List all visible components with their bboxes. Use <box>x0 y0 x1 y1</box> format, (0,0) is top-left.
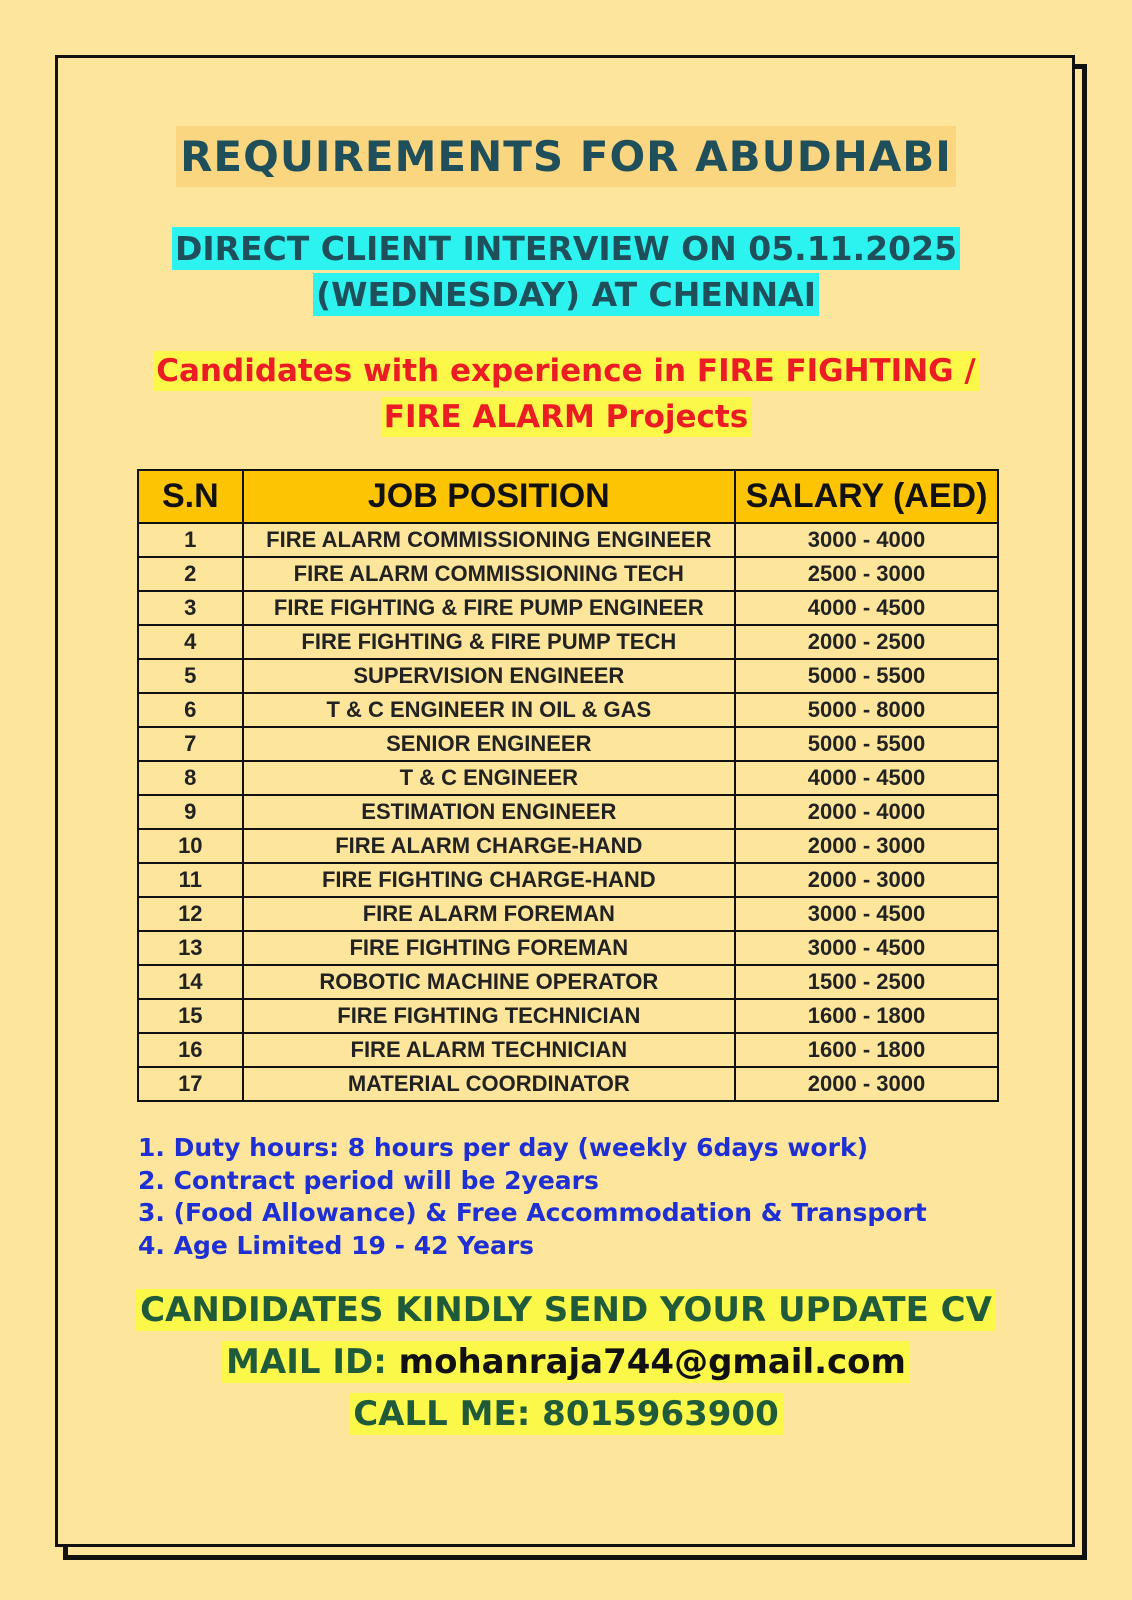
row-sn: 5 <box>138 659 243 693</box>
row-salary: 2000 - 3000 <box>735 863 998 897</box>
table-row <box>138 523 998 557</box>
interview-line-2: (WEDNESDAY) AT CHENNAI <box>313 273 819 316</box>
row-sn: 10 <box>138 829 243 863</box>
row-salary: 3000 - 4500 <box>735 931 998 965</box>
row-job-position: FIRE FIGHTING CHARGE-HAND <box>243 863 735 897</box>
row-sn: 6 <box>138 693 243 727</box>
table-row <box>138 863 998 897</box>
phone-number[interactable]: 8015963900 <box>542 1394 779 1434</box>
row-job-position: FIRE ALARM CHARGE-HAND <box>243 829 735 863</box>
interview-banner <box>0 226 1132 318</box>
table-row <box>138 829 998 863</box>
row-salary: 1600 - 1800 <box>735 999 998 1033</box>
row-salary: 2000 - 4000 <box>735 795 998 829</box>
row-salary: 4000 - 4500 <box>735 591 998 625</box>
row-sn: 16 <box>138 1033 243 1067</box>
row-sn: 17 <box>138 1067 243 1101</box>
contact-block <box>0 1288 1132 1444</box>
job-table <box>137 469 999 1102</box>
conditions-list <box>138 1132 927 1262</box>
table-row <box>138 999 998 1033</box>
row-sn: 8 <box>138 761 243 795</box>
row-salary: 1500 - 2500 <box>735 965 998 999</box>
row-job-position: SUPERVISION ENGINEER <box>243 659 735 693</box>
row-sn: 11 <box>138 863 243 897</box>
row-salary: 5000 - 5500 <box>735 727 998 761</box>
table-row <box>138 795 998 829</box>
poster-title <box>0 128 1132 186</box>
row-job-position: ROBOTIC MACHINE OPERATOR <box>243 965 735 999</box>
row-salary: 3000 - 4000 <box>735 523 998 557</box>
row-job-position: FIRE FIGHTING FOREMAN <box>243 931 735 965</box>
row-salary: 2000 - 3000 <box>735 1067 998 1101</box>
row-job-position: FIRE ALARM FOREMAN <box>243 897 735 931</box>
row-salary: 5000 - 5500 <box>735 659 998 693</box>
table-row <box>138 1033 998 1067</box>
table-row <box>138 659 998 693</box>
row-job-position: MATERIAL COORDINATOR <box>243 1067 735 1101</box>
table-row <box>138 931 998 965</box>
row-salary: 5000 - 8000 <box>735 693 998 727</box>
row-sn: 2 <box>138 557 243 591</box>
row-job-position: FIRE ALARM TECHNICIAN <box>243 1033 735 1067</box>
row-job-position: FIRE ALARM COMMISSIONING TECH <box>243 557 735 591</box>
condition-item: 2. Contract period will be 2years <box>138 1165 599 1195</box>
table-row <box>138 625 998 659</box>
table-row <box>138 1067 998 1101</box>
row-sn: 14 <box>138 965 243 999</box>
row-salary: 1600 - 1800 <box>735 1033 998 1067</box>
row-sn: 15 <box>138 999 243 1033</box>
header-salary: SALARY (AED) <box>735 470 998 523</box>
mail-address[interactable]: mohanraja744@gmail.com <box>398 1342 906 1382</box>
title-text: REQUIREMENTS FOR ABUDHABI <box>176 126 956 187</box>
table-row <box>138 761 998 795</box>
condition-item: 3. (Food Allowance) & Free Accommodation & Transport <box>138 1198 927 1227</box>
row-job-position: FIRE FIGHTING & FIRE PUMP TECH <box>243 625 735 659</box>
row-job-position: ESTIMATION ENGINEER <box>243 795 735 829</box>
header-job-position: JOB POSITION <box>243 470 735 523</box>
header-sn: S.N <box>138 470 243 523</box>
table-row <box>138 897 998 931</box>
mail-line <box>222 1341 910 1383</box>
row-salary: 3000 - 4500 <box>735 897 998 931</box>
interview-line-1: DIRECT CLIENT INTERVIEW ON 05.11.2025 <box>172 227 960 270</box>
row-sn: 4 <box>138 625 243 659</box>
table-row <box>138 693 998 727</box>
mail-label: MAIL ID: <box>226 1342 399 1382</box>
row-salary: 2000 - 3000 <box>735 829 998 863</box>
row-job-position: FIRE FIGHTING & FIRE PUMP ENGINEER <box>243 591 735 625</box>
table-row <box>138 727 998 761</box>
row-job-position: FIRE FIGHTING TECHNICIAN <box>243 999 735 1033</box>
experience-line-2: FIRE ALARM Projects <box>381 397 751 437</box>
row-sn: 3 <box>138 591 243 625</box>
table-header-row <box>138 470 998 523</box>
row-salary: 2000 - 2500 <box>735 625 998 659</box>
row-job-position: FIRE ALARM COMMISSIONING ENGINEER <box>243 523 735 557</box>
table-row <box>138 557 998 591</box>
row-sn: 1 <box>138 523 243 557</box>
row-salary: 4000 - 4500 <box>735 761 998 795</box>
row-job-position: T & C ENGINEER <box>243 761 735 795</box>
row-salary: 2500 - 3000 <box>735 557 998 591</box>
experience-banner <box>0 348 1132 440</box>
row-job-position: T & C ENGINEER IN OIL & GAS <box>243 693 735 727</box>
call-line <box>349 1393 783 1435</box>
row-job-position: SENIOR ENGINEER <box>243 727 735 761</box>
row-sn: 9 <box>138 795 243 829</box>
row-sn: 13 <box>138 931 243 965</box>
table-row <box>138 591 998 625</box>
send-cv-text: CANDIDATES KINDLY SEND YOUR UPDATE CV <box>136 1289 996 1331</box>
call-label: CALL ME: <box>353 1394 543 1434</box>
row-sn: 12 <box>138 897 243 931</box>
condition-item: 1. Duty hours: 8 hours per day (weekly 6days work) <box>138 1133 868 1162</box>
experience-line-1: Candidates with experience in FIRE FIGHTING / <box>153 351 978 391</box>
table-row <box>138 965 998 999</box>
condition-item: 4. Age Limited 19 - 42 Years <box>138 1230 535 1260</box>
row-sn: 7 <box>138 727 243 761</box>
